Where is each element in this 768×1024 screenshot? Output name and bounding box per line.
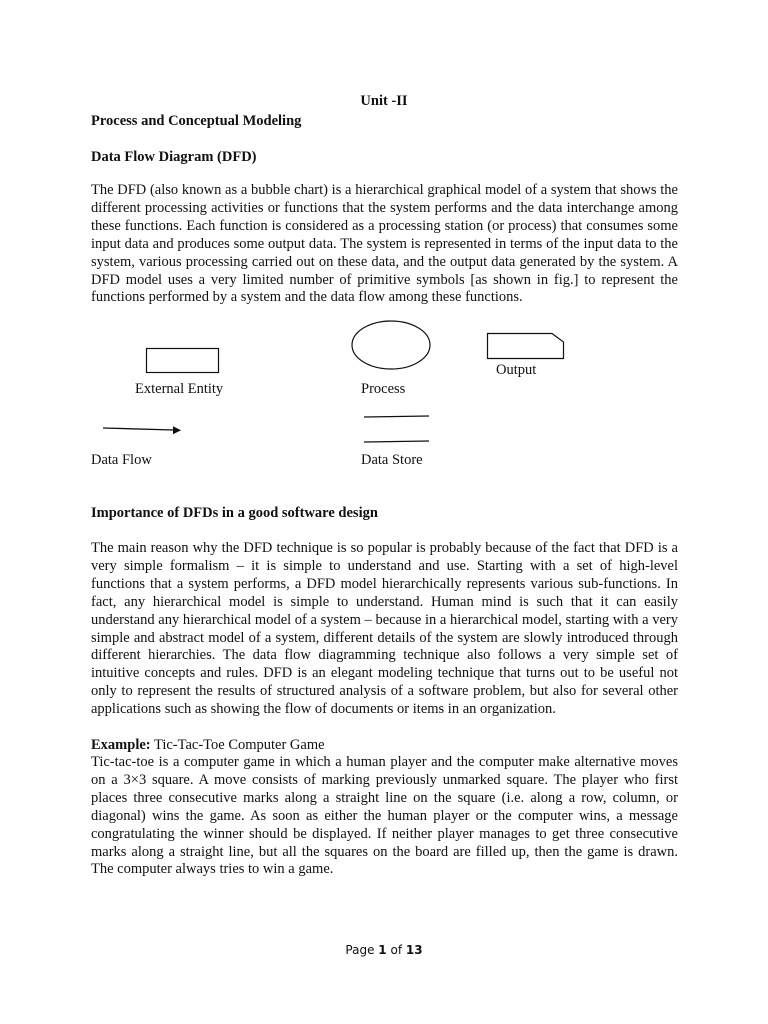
footer-total-pages: 13 (405, 943, 423, 957)
example-title: Tic-Tac-Toe Computer Game (150, 737, 325, 753)
data-store-bottom-line (364, 441, 429, 442)
output-symbol (488, 334, 564, 359)
importance-paragraph: The main reason why the DFD technique is so popular is probably because of the fact that DFD is a very simple formalism – it is simple to understand and use. Starting with a set of high-level functions that a system performs, a DFD model hierarchically represents various sub-functions. In fact, any hierarchical model is simple to understand. Human mind is such that it can easily understand any hierarchical model of a system – because in a hierarchical model, starting with a very simple and abstract model of a system, different details of the system are slowly introduced through different hierarchies. The data flow diagramming technique also follows a very simple set of intuitive concepts and rules. DFD is an elegant modeling technique that turns out to be useful not only to represent the results of structured analysis of a software problem, but also for several other applications such as showing the flow of documents or items in an organization. (91, 540, 678, 718)
data-flow-arrow-line (103, 428, 174, 430)
example-paragraph: Tic-tac-toe is a computer game in which a human player and the computer make alternative moves on a 3×3 square. A move consists of marking previously unmarked square. The player who first places three consecutive marks along a straight line on the square (i.e. along a row, column, or diagonal) wins the game. As soon as either the human player or the computer wins, a message congratulating the winner should be displayed. If neither player manages to get three consecutive marks along a straight line, but all the squares on the board are filled up, then the game is drawn. The computer always tries to win a game. (91, 754, 678, 878)
unit-title: Unit -II (360, 93, 408, 109)
dfd-heading: Data Flow Diagram (DFD) (91, 149, 257, 165)
example-label: Example: (91, 737, 151, 753)
topic-heading: Process and Conceptual Modeling (91, 113, 302, 129)
intro-paragraph: The DFD (also known as a bubble chart) is a hierarchical graphical model of a system that shows the different processing activities or functions that the system performs and the data interchange among these functions. Each function is considered as a processing station (or process) that consumes some input data and produces some output data. The system is represented in terms of the input data to the system, various processing carried out on these data, and the output data generated by the system. A DFD model uses a very limited number of primitive symbols [as shown in fig.] to represent the functions performed by a system and the data flow among these functions. (91, 182, 678, 306)
importance-heading: Importance of DFDs in a good software design (91, 505, 378, 521)
data-store-label: Data Store (361, 452, 423, 468)
output-label: Output (496, 362, 537, 378)
external-entity-symbol (147, 349, 219, 373)
page-footer (0, 942, 768, 958)
process-symbol (352, 321, 430, 369)
data-store-top-line (364, 416, 429, 417)
external-entity-label: External Entity (135, 381, 224, 397)
footer-of-word: of (390, 943, 403, 957)
process-label: Process (361, 381, 406, 397)
data-flow-arrowhead (173, 426, 181, 434)
example-heading-line (91, 737, 678, 755)
footer-current-page: 1 (378, 943, 387, 957)
data-flow-label: Data Flow (91, 452, 152, 468)
footer-page-word: Page (345, 943, 375, 957)
